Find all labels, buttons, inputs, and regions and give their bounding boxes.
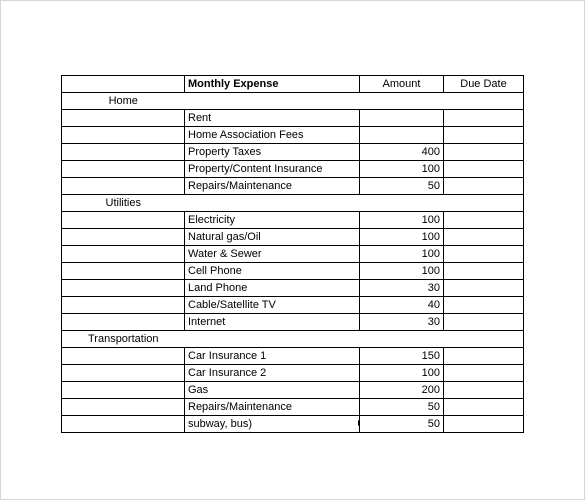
amount-cell[interactable]: 100 [360,229,444,246]
due-date-cell[interactable] [444,229,524,246]
expense-name-cell[interactable]: Repairs/Maintenance [185,399,360,416]
expense-name-cell[interactable] [185,416,360,433]
due-date-cell[interactable] [444,399,524,416]
category-empty-cell[interactable] [62,110,185,127]
category-empty-cell[interactable] [62,399,185,416]
expense-name-cell[interactable]: Electricity [185,212,360,229]
due-date-cell[interactable] [444,314,524,331]
section-blank-cell[interactable] [360,195,444,212]
section-row [62,195,524,212]
expense-name-cell[interactable]: Repairs/Maintenance [185,178,360,195]
category-empty-cell[interactable] [62,314,185,331]
table-row [62,144,524,161]
expense-name-cell[interactable]: Cell Phone [185,263,360,280]
header-due-date[interactable]: Due Date [444,76,524,93]
category-empty-cell[interactable] [62,280,185,297]
section-blank-cell[interactable] [360,93,444,110]
table-row [62,127,524,144]
category-empty-cell[interactable] [62,365,185,382]
expense-name-cell[interactable]: Natural gas/Oil [185,229,360,246]
table-row [62,399,524,416]
expense-name-cell[interactable]: Gas [185,382,360,399]
header-category-cell[interactable] [62,76,185,93]
table-row [62,110,524,127]
section-blank-cell[interactable] [185,331,360,348]
amount-cell[interactable] [360,127,444,144]
overflow-arrow-icon [358,420,360,426]
table-row [62,212,524,229]
expense-name-cell[interactable]: Internet [185,314,360,331]
category-empty-cell[interactable] [62,212,185,229]
category-empty-cell[interactable] [62,229,185,246]
section-row [62,331,524,348]
amount-cell[interactable]: 50 [360,399,444,416]
section-blank-cell[interactable] [185,195,360,212]
due-date-cell[interactable] [444,382,524,399]
table-row [62,263,524,280]
table-row [62,348,524,365]
table-row [62,297,524,314]
table-row [62,280,524,297]
section-blank-cell[interactable] [185,93,360,110]
amount-cell[interactable]: 150 [360,348,444,365]
amount-cell[interactable]: 50 [360,178,444,195]
table-row [62,178,524,195]
due-date-cell[interactable] [444,263,524,280]
due-date-cell[interactable] [444,178,524,195]
category-empty-cell[interactable] [62,178,185,195]
table-row [62,382,524,399]
expense-name-cell[interactable]: Water & Sewer [185,246,360,263]
expense-name-cell[interactable]: Property/Content Insurance [185,161,360,178]
category-empty-cell[interactable] [62,382,185,399]
due-date-cell[interactable] [444,212,524,229]
expense-table [61,75,524,433]
due-date-cell[interactable] [444,127,524,144]
category-empty-cell[interactable] [62,246,185,263]
amount-cell[interactable]: 30 [360,314,444,331]
category-empty-cell[interactable] [62,297,185,314]
amount-cell[interactable]: 400 [360,144,444,161]
amount-cell[interactable]: 200 [360,382,444,399]
expense-name-cell[interactable]: Car Insurance 1 [185,348,360,365]
amount-cell[interactable]: 40 [360,297,444,314]
section-blank-cell[interactable] [444,331,524,348]
category-empty-cell[interactable] [62,348,185,365]
due-date-cell[interactable] [444,416,524,433]
amount-cell[interactable]: 100 [360,365,444,382]
section-blank-cell[interactable] [360,331,444,348]
due-date-cell[interactable] [444,280,524,297]
amount-cell[interactable] [360,110,444,127]
due-date-cell[interactable] [444,297,524,314]
table-row [62,314,524,331]
expense-name-cell[interactable]: Car Insurance 2 [185,365,360,382]
expense-name-cell[interactable]: Property Taxes [185,144,360,161]
due-date-cell[interactable] [444,110,524,127]
amount-cell[interactable]: 30 [360,280,444,297]
expense-name-cell[interactable]: Cable/Satellite TV [185,297,360,314]
due-date-cell[interactable] [444,365,524,382]
category-empty-cell[interactable] [62,416,185,433]
expense-name-cell[interactable]: Land Phone [185,280,360,297]
category-empty-cell[interactable] [62,144,185,161]
section-blank-cell[interactable] [444,195,524,212]
amount-cell[interactable]: 100 [360,161,444,178]
due-date-cell[interactable] [444,348,524,365]
section-blank-cell[interactable] [444,93,524,110]
expense-name-text: subway, bus) [188,418,252,430]
section-label[interactable]: Home [62,93,185,110]
header-monthly-expense[interactable]: Monthly Expense [185,76,360,93]
expense-name-cell[interactable]: Home Association Fees [185,127,360,144]
table-row [62,365,524,382]
table-row [62,416,524,433]
table-row [62,246,524,263]
due-date-cell[interactable] [444,246,524,263]
expense-name-cell[interactable]: Rent [185,110,360,127]
amount-cell[interactable]: 100 [360,212,444,229]
table-row [62,229,524,246]
header-row [62,76,524,93]
section-label[interactable]: Transportation [62,331,185,348]
header-amount[interactable]: Amount [360,76,444,93]
amount-cell[interactable]: 50 [360,416,444,433]
category-empty-cell[interactable] [62,263,185,280]
due-date-cell[interactable] [444,144,524,161]
amount-cell[interactable]: 100 [360,263,444,280]
due-date-cell[interactable] [444,161,524,178]
category-empty-cell[interactable] [62,161,185,178]
section-label[interactable]: Utilities [62,195,185,212]
table-row [62,161,524,178]
section-row [62,93,524,110]
category-empty-cell[interactable] [62,127,185,144]
amount-cell[interactable]: 100 [360,246,444,263]
